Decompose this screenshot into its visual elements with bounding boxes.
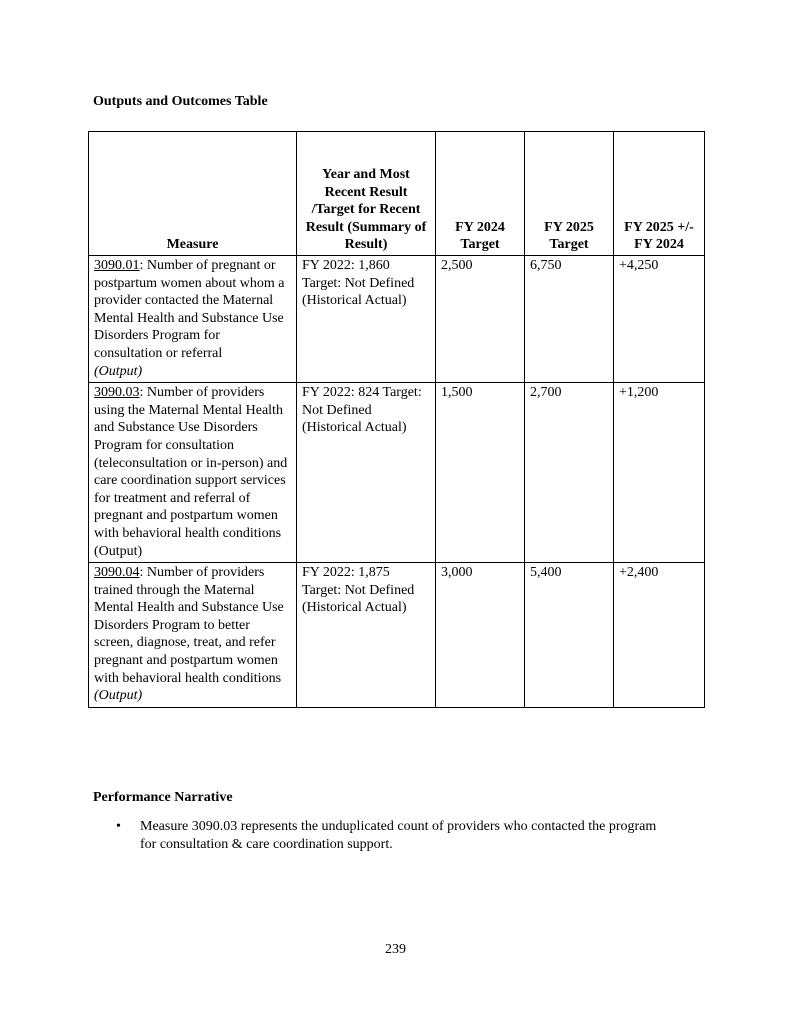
measure-id: 3090.04 xyxy=(94,565,140,581)
measure-type: (Output) xyxy=(94,363,143,379)
narrative-list xyxy=(116,818,676,854)
table-row xyxy=(89,563,705,708)
fy2025-cell: 6,750 xyxy=(525,256,614,383)
col-header-fy2024: FY 2024 Target xyxy=(436,132,525,256)
fy2025-cell: 2,700 xyxy=(525,383,614,563)
page-number: 239 xyxy=(385,942,406,957)
table-row xyxy=(89,256,705,383)
recent-result-cell: FY 2022: 1,860 Target: Not Defined (Historical Actual) xyxy=(297,256,436,383)
diff-cell: +4,250 xyxy=(614,256,705,383)
fy2024-cell: 2,500 xyxy=(436,256,525,383)
table-row xyxy=(89,383,705,563)
measure-text: : Number of providers trained through the Maternal Mental Health and Substance Use Disorders Program to better screen, diagnose, treat, and refer pregnant and postpartum women with behavioral health conditions xyxy=(94,565,284,686)
diff-cell: +2,400 xyxy=(614,563,705,708)
col-header-diff: FY 2025 +/- FY 2024 xyxy=(614,132,705,256)
measure-cell xyxy=(89,563,297,708)
fy2024-cell: 1,500 xyxy=(436,383,525,563)
col-header-fy2025: FY 2025 Target xyxy=(525,132,614,256)
measure-id: 3090.01 xyxy=(94,258,140,273)
measure-text: : Number of pregnant or postpartum women about whom a provider contacted the Maternal Mental Health and Substance Use Disorders Program for consultation or referral xyxy=(94,258,285,361)
measure-id: 3090.03 xyxy=(94,385,140,401)
measure-text: : Number of providers using the Maternal Mental Health and Substance Use Disorders Program for consultation (teleconsultation or in-person) and care coordination support services for treatment and referral of pregnant and postpartum women with behavioral health conditions (Output) xyxy=(94,385,288,559)
bullet-icon: • xyxy=(116,819,121,834)
measure-cell xyxy=(89,383,297,563)
recent-result-cell: FY 2022: 1,875 Target: Not Defined (Historical Actual) xyxy=(297,563,436,708)
diff-cell: +1,200 xyxy=(614,383,705,563)
table-heading: Outputs and Outcomes Table xyxy=(93,94,268,109)
fy2025-cell: 5,400 xyxy=(525,563,614,708)
col-header-measure: Measure xyxy=(89,132,297,256)
recent-result-cell: FY 2022: 824 Target: Not Defined (Historical Actual) xyxy=(297,383,436,563)
narrative-text: Measure 3090.03 represents the unduplicated count of providers who contacted the program for consultation & care coordination support. xyxy=(140,819,657,852)
col-header-recent-result: Year and Most Recent Result /Target for Recent Result (Summary of Result) xyxy=(297,132,436,256)
measure-cell xyxy=(89,256,297,383)
outcomes-table xyxy=(88,131,705,708)
fy2024-cell: 3,000 xyxy=(436,563,525,708)
narrative-heading: Performance Narrative xyxy=(93,790,233,805)
measure-type: (Output) xyxy=(94,688,143,704)
list-item xyxy=(116,818,676,854)
table-header-row xyxy=(89,132,705,256)
